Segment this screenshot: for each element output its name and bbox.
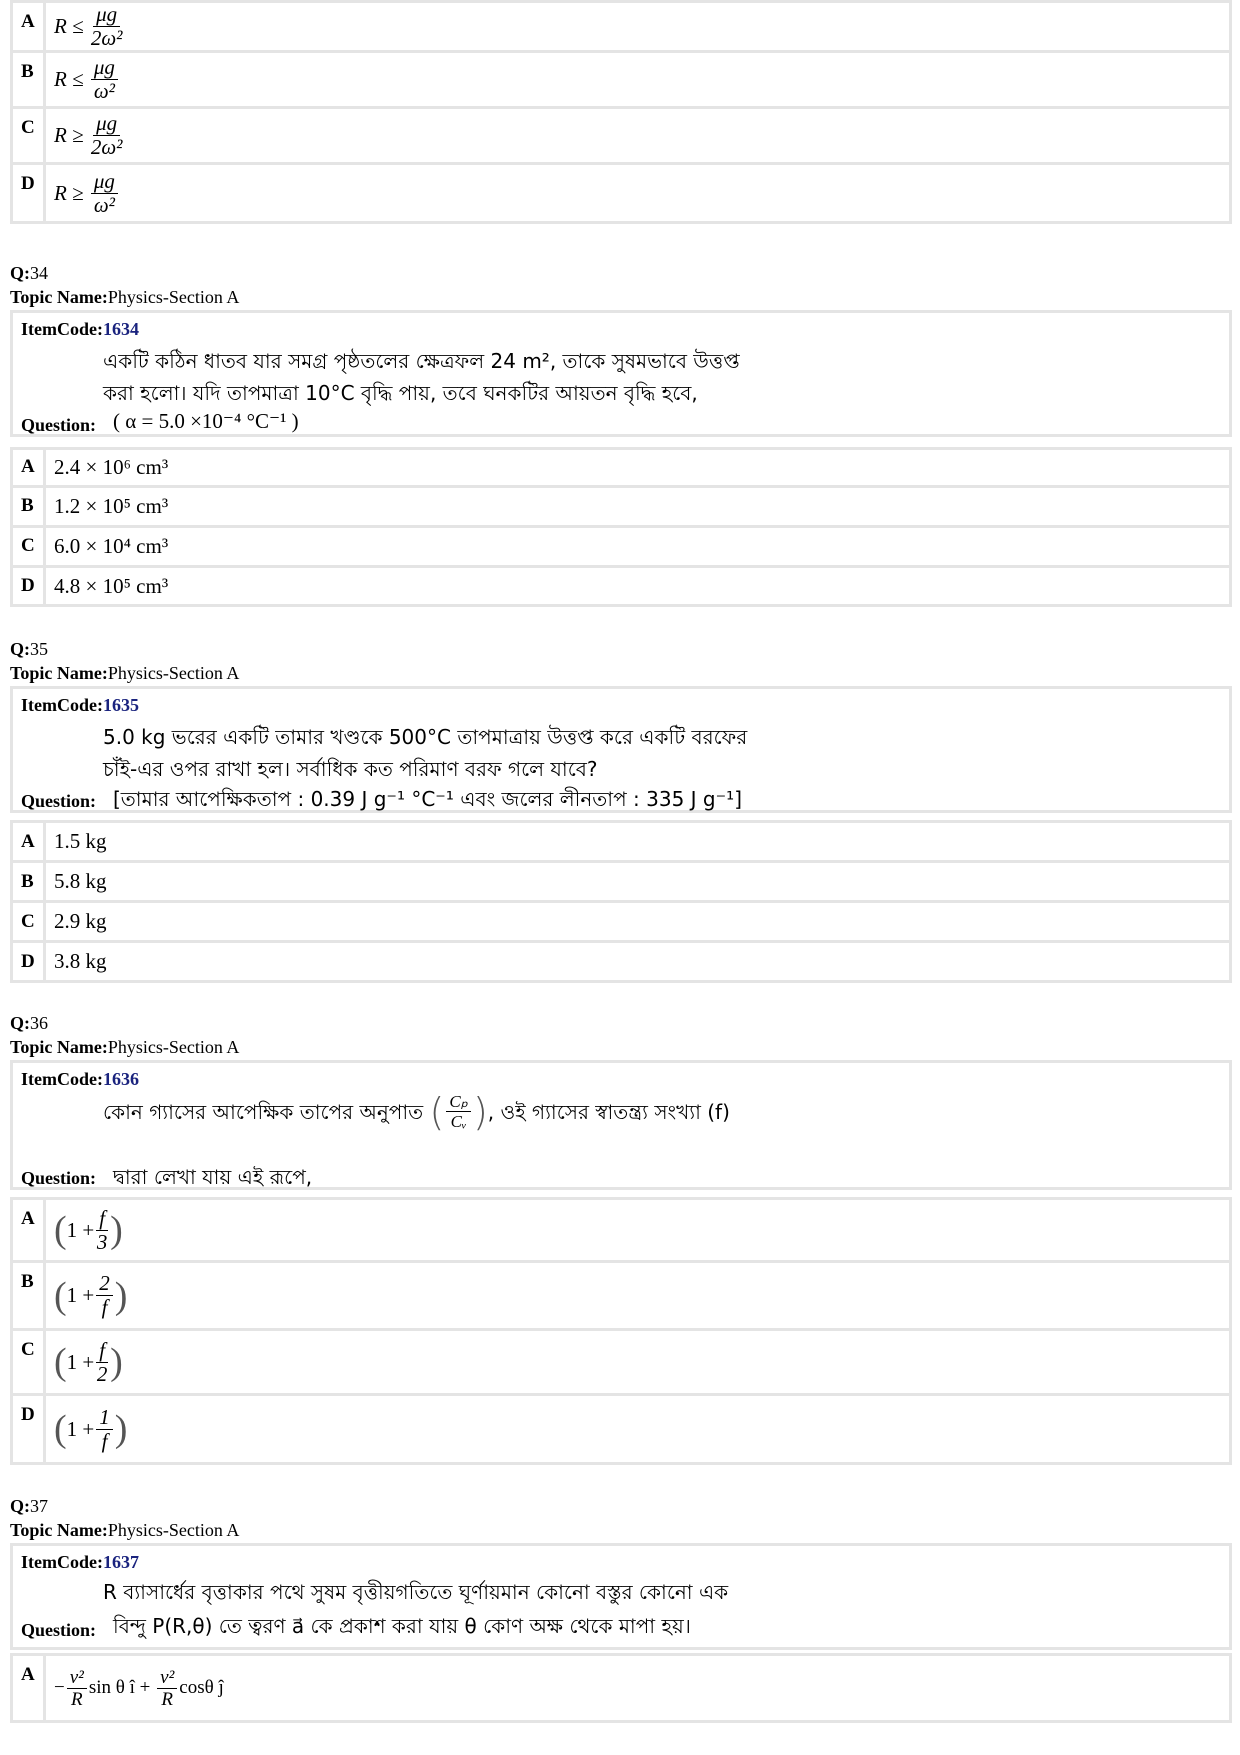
q33-option-a[interactable]: [13, 3, 1229, 50]
item-code: ItemCode:1636: [21, 1069, 139, 1089]
question-number: Q:37: [10, 1496, 48, 1516]
question-line-3: [তামার আপেক্ষিকতাপ : 0.39 J g⁻¹ °C⁻¹ এবং জলের লীনতাপ : 335 J g⁻¹]: [113, 787, 742, 811]
minus-sign: −: [54, 1677, 65, 1698]
question-line-3: ( α = 5.0 ×10⁻⁴ °C⁻¹ ): [113, 409, 299, 433]
question-number: Q:36: [10, 1013, 48, 1033]
question-line-1: R ব্যাসার্ধের বৃত্তাকার পথে সুষম বৃত্তীয়গতিতে ঘূর্ণায়মান কোনো বস্তুর কোনো এক: [103, 1580, 729, 1604]
option-text: 6.0 × 10⁴ cm³: [43, 528, 1229, 565]
question-line-2: বিন্দু P(R,θ) তে ত্বরণ a⃗ কে প্রকাশ করা যায় θ কোণ অক্ষ থেকে মাপা হয়।: [113, 1614, 691, 1638]
option-num: 2: [96, 1273, 113, 1296]
option-num: v²: [157, 1668, 177, 1689]
q33-option-c[interactable]: [13, 109, 1229, 162]
question-line-2: করা হলো। যদি তাপমাত্রা 10°C বৃদ্ধি পায়, তবে ঘনকটির আয়তন বৃদ্ধি হবে,: [103, 381, 698, 405]
option-letter: B: [21, 495, 34, 516]
q37-option-a[interactable]: [13, 1656, 1229, 1720]
option-num: f: [96, 1340, 108, 1363]
option-den: 2: [96, 1361, 108, 1386]
q33-option-b[interactable]: [13, 53, 1229, 106]
topic-name: Topic Name:Physics-Section A: [10, 1520, 240, 1540]
question-label: Question:: [21, 1620, 97, 1640]
q35-options: [10, 820, 1232, 983]
q34-question-box: [10, 310, 1232, 437]
option-letter: A: [21, 11, 35, 32]
option-den: ω²: [93, 192, 115, 217]
option-lhs: R ≥: [54, 123, 84, 147]
q36-option-c[interactable]: C ( 1 + $\frac{f}{2}$ ): [13, 1331, 1229, 1393]
option-text: 1.5 kg: [43, 823, 1229, 860]
q35-option-a[interactable]: [13, 823, 1229, 860]
option-letter: C: [21, 1339, 35, 1360]
topic-name: Topic Name:Physics-Section A: [10, 663, 240, 683]
question-line-1: 5.0 kg ভরের একটি তামার খণ্ডকে 500°C তাপমাত্রায় উত্তপ্ত করে একটি বরফের: [103, 725, 748, 749]
option-letter: B: [21, 871, 34, 892]
q33-options: [10, 0, 1232, 224]
option-letter: A: [21, 1664, 35, 1685]
option-text: 5.8 kg: [43, 863, 1229, 900]
q34-option-a[interactable]: [13, 450, 1229, 485]
option-den: 3: [96, 1229, 108, 1254]
option-text: 2.9 kg: [43, 903, 1229, 940]
question-label: Question:: [21, 1168, 97, 1188]
question-line-2: দ্বারা লেখা যায় এই রূপে,: [113, 1165, 313, 1189]
q34-option-c[interactable]: [13, 528, 1229, 565]
q33-option-d[interactable]: [13, 165, 1229, 221]
option-term: cosθ ĵ: [179, 1677, 224, 1698]
question-number: Q:35: [10, 639, 48, 659]
option-den: 2ω²: [90, 26, 123, 50]
q36-options: [10, 1197, 1232, 1465]
option-lhs: R ≤: [54, 14, 84, 38]
option-letter: B: [21, 1271, 34, 1292]
option-letter: A: [21, 1208, 35, 1229]
q34-option-d[interactable]: [13, 568, 1229, 604]
option-num: 1: [96, 1407, 113, 1430]
option-prefix: 1 +: [66, 1217, 95, 1242]
option-letter: C: [21, 117, 35, 138]
item-code: ItemCode:1637: [21, 1552, 139, 1572]
question-number: Q:34: [10, 263, 48, 283]
question-line-2: চাঁই-এর ওপর রাখা হল। সর্বাধিক কত পরিমাণ বরফ গলে যাবে?: [103, 757, 598, 781]
item-code: ItemCode:1635: [21, 695, 139, 715]
q37-question-box: [10, 1543, 1232, 1650]
topic-name: Topic Name:Physics-Section A: [10, 287, 240, 307]
q37-options: [10, 1653, 1232, 1723]
question-label: Question:: [21, 415, 97, 435]
ratio-denominator: Cᵥ: [450, 1112, 467, 1131]
option-lhs: R ≥: [54, 180, 84, 205]
q36-option-a[interactable]: A ( 1 + $\frac{f}{3}$ ): [13, 1200, 1229, 1260]
option-letter: A: [21, 456, 35, 477]
q36-question-box: [10, 1060, 1232, 1190]
option-text: 4.8 × 10⁵ cm³: [43, 568, 1229, 604]
option-num: μg: [91, 57, 118, 80]
topic-name: Topic Name:Physics-Section A: [10, 1037, 240, 1057]
option-den: R: [161, 1688, 174, 1710]
option-num: μg: [93, 4, 120, 27]
option-num: μg: [91, 171, 118, 194]
option-letter: D: [21, 951, 35, 972]
option-letter: D: [21, 173, 35, 194]
option-term: sin θ î +: [88, 1677, 151, 1698]
q35-option-b[interactable]: [13, 863, 1229, 900]
q36-option-b[interactable]: B ( 1 + $\frac{2}{f}$ ): [13, 1263, 1229, 1328]
item-code: ItemCode:1634: [21, 319, 139, 339]
option-letter: A: [21, 831, 35, 852]
option-num: f: [96, 1208, 108, 1231]
option-den: f: [101, 1295, 108, 1319]
question-line-1: একটি কঠিন ধাতব যার সমগ্র পৃষ্ঠতলের ক্ষেত্রফল 24 m², তাকে সুষমভাবে উত্তপ্ত: [103, 349, 740, 373]
option-text: 1.2 × 10⁵ cm³: [43, 488, 1229, 525]
option-letter: C: [21, 911, 35, 932]
q35-option-c[interactable]: [13, 903, 1229, 940]
question-label: Question:: [21, 791, 97, 811]
question-line-1: কোন গ্যাসের আপেক্ষিক তাপের অনুপাত ( $\frac{\text{Cₚ}}{\text{Cᵥ}}$ ) , ওই গ্যাসের স্বাতন্ত্র্য সংখ্যা (f): [103, 1089, 730, 1134]
option-letter: C: [21, 535, 35, 556]
option-lhs: R ≤: [54, 67, 84, 91]
option-text: 2.4 × 10⁶ cm³: [43, 450, 1229, 485]
option-prefix: 1 +: [66, 1349, 95, 1374]
option-prefix: 1 +: [66, 1416, 95, 1441]
option-den: 2ω²: [90, 135, 123, 159]
q34-option-b[interactable]: [13, 488, 1229, 525]
option-den: ω²: [93, 79, 115, 103]
ratio-numerator: Cₚ: [446, 1093, 471, 1112]
q35-question-box: [10, 686, 1232, 813]
q36-option-d[interactable]: D ( 1 + $\frac{1}{f}$ ): [13, 1396, 1229, 1462]
option-letter: D: [21, 575, 35, 596]
option-den: f: [101, 1428, 108, 1453]
option-letter: D: [21, 1404, 35, 1425]
q35-option-d[interactable]: [13, 943, 1229, 980]
option-den: R: [70, 1688, 83, 1710]
option-num: μg: [93, 113, 120, 136]
q34-options: [10, 447, 1232, 607]
option-letter: B: [21, 61, 34, 82]
option-text: 3.8 kg: [43, 943, 1229, 980]
option-prefix: 1 +: [66, 1283, 95, 1307]
option-num: v²: [67, 1668, 87, 1689]
